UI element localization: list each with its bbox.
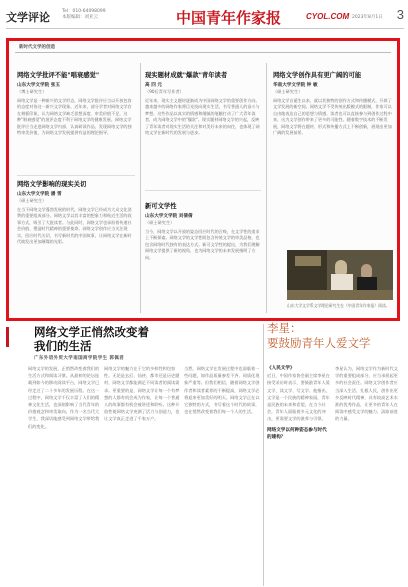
article-body: 近年来，现实主义题材逐渐成为中国网络文学的重要创作方向。越来越多的网络作家将目光投向现实生活，书写普通人的奋斗与梦想。这些作品以真实的情感和细腻的笔触打动了广大青年读者，成为网络文学中的"爆款"。现实题材网络文学的兴起，反映了青年读者对现实生活的关注和对美好未来的向往，也体现了网络文学在新时代的发展与进步。 [145,98,260,136]
column-divider [140,63,141,313]
article-right[interactable] [273,72,393,238]
side-subhead: 网络文学以何种姿态参与时代的建构？ [267,427,327,440]
article-middle-2[interactable] [145,203,261,299]
main-headline-line1[interactable]: 网络文学正悄然改变着 [34,325,149,339]
article-rule [17,175,135,176]
issue-date: 2023年8月1日 [352,15,383,20]
article-author: 高 四 元 [145,83,162,88]
article-author: 山东大学文学院 张玉 [17,83,60,88]
side-column-1 [267,365,331,585]
header-info [62,9,106,21]
headline-accent-bar [6,327,9,347]
header-tel: Tel：010-64098099 [62,9,106,14]
side-headline-line2[interactable]: 要鼓励青年人爱文学 [267,335,371,350]
page-number: 3 [396,7,404,22]
main-byline: 广东外语外贸大学南国商学院学生 郭佩君 [34,356,125,361]
main-column-3: 当然，网络文学在发展过程中也面临着一些问题，如作品质量参差不齐、同质化现象严重等。但我们相信，随着网络文学创作者和读者素养的不断提高，网络文学必将迎来更加美好的明天。网络文学正在以它独特的方式，书写着这个时代的故事，也在悄然改变着我们每一个人的生活。 [184,366,260,415]
article-body: 在当下网络文学蓬勃发展的时代，网络文学已经成为大众文化消费的重要组成部分。网络文学以其丰富的想象力和贴近生活的叙事方式，吸引了大批读者。与此同时，网络文学也承担着传递社会价值、塑造时代精神的重要使命。网络文学创作应当关注现实，回应时代关切，书写新时代的中国故事，让网络文学在新时代焕发出更加璀璨的光彩。 [17,207,132,245]
side-text: 近日，中国作家协会副主席李星在接受采访时表示，要鼓励青年人爱文学、读文学、写文学。他指出，文学是一个民族的精神家园，青年是民族的未来和希望。在当今社会，青年人面临着多元文化的冲击，更需要文学的滋养与引领。 [267,373,330,422]
side-headline[interactable] [267,321,371,350]
side-column-2: 李星认为，网络文学作为新时代文学的重要组成部分，应当承担起更多的社会责任。网络文学创作者应当深入生活、扎根人民，创作出更多反映时代精神、具有较高艺术水准的优秀作品，让更多的青年人在阅读中感受文学的魅力，汲取前进的力量。 [335,366,398,422]
article-middle[interactable] [145,72,261,174]
article-left[interactable] [17,72,135,155]
main-headline-line2[interactable]: 我们的生活 [34,339,92,353]
featured-kicker: 新时代文学的创造 [19,45,55,50]
column-divider [263,324,264,586]
article-headline[interactable]: 新可文学性 [145,203,177,210]
masthead-logo: 中国青年作家报 [176,9,282,27]
article-author-title: （硕士研究生） [145,220,175,225]
article-headline[interactable]: 网络文学创作具有更广阔的可能 [273,72,362,79]
article-headline[interactable]: 网络文学影响的现实关切 [17,181,87,188]
masthead-url: CYOL.COM [306,12,350,21]
article-headline[interactable]: 网络文学批评不能"唱衰感觉" [17,72,100,79]
reading-photo [287,250,393,300]
article-left-2[interactable] [17,181,135,316]
photo-caption: 山东大学文学系文学理论研究生在《中国青年作家报》阅读。 [287,303,390,308]
article-rule [145,190,261,191]
header-editor: 本版编辑：刘亚云 [62,15,98,20]
side-headline-line1[interactable]: 李星： [267,321,302,335]
main-article-section [6,321,402,587]
kicker-rule [15,52,391,53]
side-subhead: 《人民文学》 [267,366,295,371]
main-column-2: 网络文学的魅力在于它的多样性和包容性。无论是玄幻、仙侠、都市还是历史题材，网络文学都能满足不同读者的阅读需求。更重要的是，网络文学让每一个有梦想的人都有机会成为作家，让每一个普通人的故事都有机会被讲述和聆听。这种开放性使网络文学充满了活力与创造力，也让文学真正走进了千家万户。 [104,366,180,422]
article-author: 华南大学文学院 钟 敏 [273,83,318,88]
featured-section [6,38,400,321]
article-author: 山东大学文学院 潘 雪 [17,192,62,197]
article-author: 山东大学文学院 刘倩倩 [145,214,193,219]
article-author-title: （硕士研究生） [273,89,303,94]
article-author-title: （90后青年写作者） [145,89,184,94]
article-body: 当今，网络文学以开放的姿态回应时代的召唤，在文学性的追求上不断探索。网络文学的文学性既包含传统文学的审美品格，也包含网络时代独有的表达方式。新可文学性的提出，为我们理解网络文学提供了新的视角，也为网络文学的未来发展指明了方向。 [145,229,260,260]
page-header [6,7,404,29]
article-author-title: （硕士研究生） [17,198,47,203]
column-divider [266,63,267,313]
article-author-title: （博士研究生） [17,89,47,94]
article-body: 网络文学是一种新兴的文学形态，网络文学批评应当以开放包容的态度对待这一新兴文学现象。近年来，部分学者对网络文学存在刻板印象，认为网络文学缺乏思想深度、审美价值不足，这种"唱衰感觉"的批评态度不利于网络文学的健康发展。网络文学批评应当走进网络文学内部，认真研读作品，发现网络文学的独特审美价值，为网络文学发展提供有益的理论指导。 [17,98,132,136]
main-headline[interactable] [34,325,149,353]
article-body: 网络文学自诞生以来，就以其独特的创作方式和传播模式，开辟了文学发展的新空间。网络文学不受传统出版模式的限制，作家可以自由地表达自己的思想与情感，读者也可以直接参与到创作过程中来，这为文学创作带来了更多的可能性。随着数字技术的不断发展，网络文学将在题材、形式和传播方式上不断创新，展现出更加广阔的发展前景。 [273,98,392,136]
section-title: 文学评论 [6,11,50,24]
article-headline[interactable]: 现实题材成就"爆款"青年读者 [145,72,228,79]
main-column-1: 网络文学的发展，正悄然改变着我们的生活方式和阅读习惯。从最初的论坛连载到如今的移动阅读平台，网络文学已经走过了二十多年的发展历程。在这一过程中，网络文学不仅丰富了人们的精神文化生活，也深刻影响了当代青年的价值观念和审美取向。作为一名当代大学生，我深切地感受到网络文学带给我们的变化。 [28,366,100,429]
